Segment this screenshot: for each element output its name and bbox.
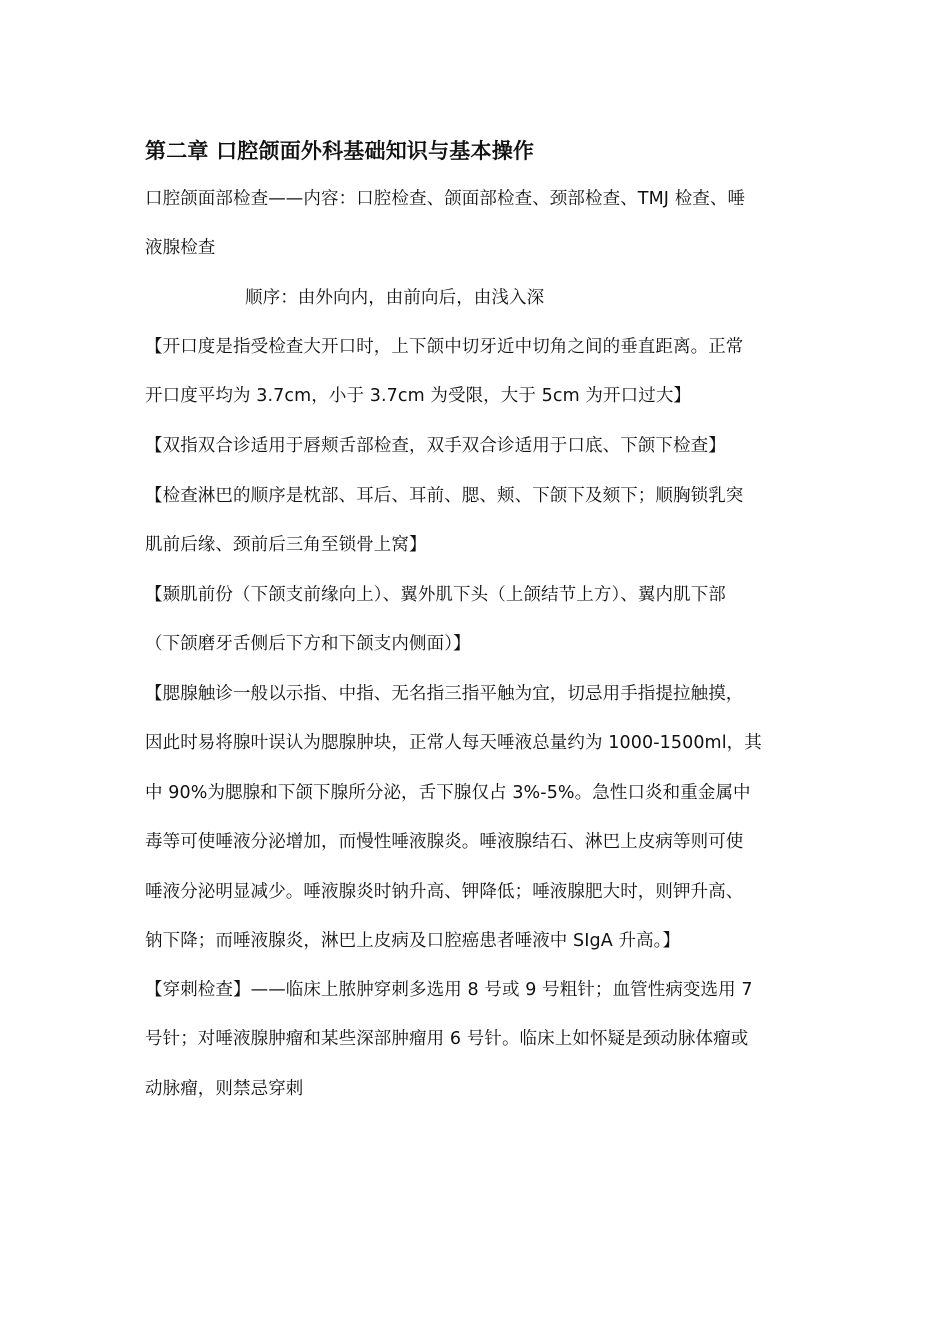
paragraph-exam-order: [145, 274, 807, 323]
text-line: 号针；对唾液腺肿瘤和某些深部肿瘤用 6 号针。临床上如怀疑是颈动脉体瘤或: [145, 1029, 749, 1050]
text-line: 【检查淋巴的顺序是枕部、耳后、耳前、腮、颊、下颌下及颏下；顺胸锁乳突: [145, 486, 744, 506]
text-line: 开口度平均为 3.7cm，小于 3.7cm 为受限，大于 5cm 为开口过大】: [145, 386, 692, 407]
paragraph-exam-content: [145, 175, 807, 274]
text-line: 中 90%为腮腺和下颌下腺所分泌，舌下腺仅占 3%-5%。急性口炎和重金属中: [145, 782, 751, 803]
text-line: 唾液分泌明显减少。唾液腺炎时钠升高、钾降低；唾液腺肥大时，则钾升高、: [145, 881, 744, 902]
text-line: 因此时易将腺叶误认为腮腺肿块，正常人每天唾液总量约为 1000-1500ml，其: [145, 733, 762, 754]
text-line: 液腺检查: [145, 238, 216, 259]
text-line: 钠下降；而唾液腺炎，淋巴上皮病及口腔癌患者唾液中 SIgA 升高。】: [145, 930, 681, 951]
text-line: （下颌磨牙舌侧后下方和下颌支内侧面）】: [145, 634, 471, 655]
text-line: 动脉瘤，则禁忌穿刺: [145, 1078, 304, 1099]
text-line: 【颞肌前份（下颌支前缘向上）、翼外肌下头（上颌结节上方）、翼内肌下部: [145, 585, 726, 605]
paragraph-bimanual-palpation: [145, 422, 807, 471]
text-line: 【双指双合诊适用于唇颊舌部检查，双手双合诊适用于口底、下颌下检查】: [145, 436, 726, 456]
text-line: 【开口度是指受检查大开口时，上下颌中切牙近中切角之间的垂直距离。正常: [145, 337, 744, 357]
paragraph-lymph-order: [145, 472, 807, 571]
paragraph-mouth-opening: [145, 323, 807, 422]
paragraph-muscles: [145, 571, 807, 670]
text-line: 顺序：由外向内，由前向后，由浅入深: [245, 288, 545, 308]
chapter-title: 第二章 口腔颌面外科基础知识与基本操作: [145, 139, 535, 163]
text-line: 肌前后缘、颈前后三角至锁骨上窝】: [145, 535, 427, 556]
text-line: 口腔颌面部检查——内容：口腔检查、颌面部检查、颈部检查、TMJ 检查、唾: [145, 189, 746, 209]
text-line: 毒等可使唾液分泌增加，而慢性唾液腺炎。唾液腺结石、淋巴上皮病等则可使: [145, 832, 744, 853]
paragraph-parotid-palpation: [145, 670, 807, 966]
text-line: 【腮腺触诊一般以示指、中指、无名指三指平触为宜，切忌用手指提拉触摸，: [145, 684, 744, 704]
paragraph-puncture: [145, 966, 807, 1114]
text-line: 【穿刺检查】——临床上脓肿穿刺多选用 8 号或 9 号粗针；血管性病变选用 7: [145, 980, 753, 1000]
